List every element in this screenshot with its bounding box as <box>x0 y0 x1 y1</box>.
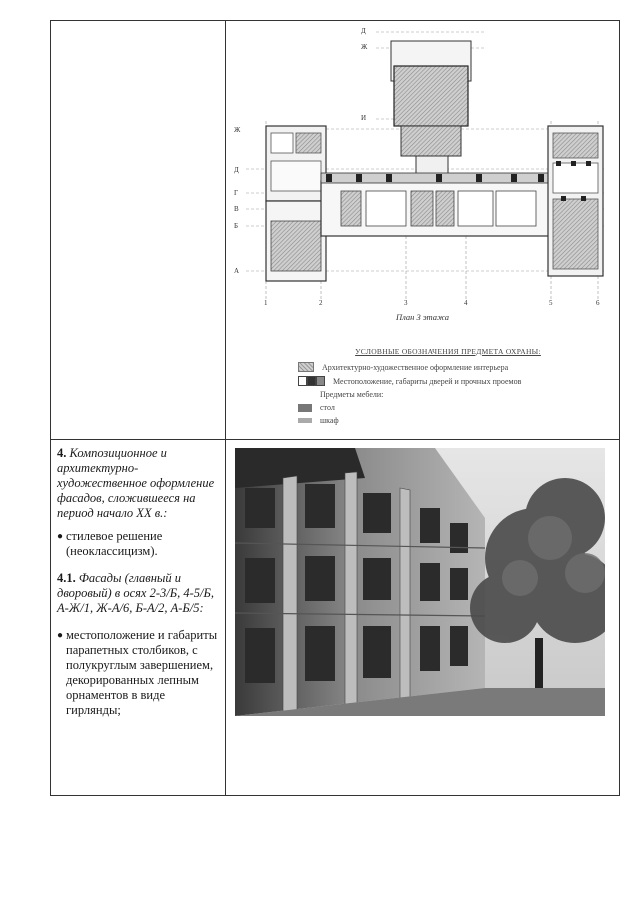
table-swatch <box>298 404 312 412</box>
facade-photo <box>235 448 605 716</box>
plan-caption: План 3 этажа <box>395 312 450 322</box>
axis-number-bottom: 3 <box>404 299 408 307</box>
legend-table-label: стол <box>320 403 335 412</box>
empty-left-cell <box>51 21 226 440</box>
legend-cabinet-label: шкаф <box>320 416 339 425</box>
table-row-facades <box>51 440 620 796</box>
legend-row-furniture <box>320 390 598 399</box>
axis-letter-left: Ж <box>234 126 241 134</box>
floor-plan-drawing <box>226 21 619 321</box>
bullet-parapet-text: местоположение и габариты парапетных столбиков, с полукруглым завершением, декорированных лепным орнаментов в виде гирлянды; <box>66 628 218 717</box>
axis-letter-left: В <box>234 205 239 213</box>
axis-number-bottom: 1 <box>264 299 268 307</box>
section-4-heading <box>57 446 220 521</box>
bullet-style-text: стилевое решение (неоклассицизм). <box>66 529 163 558</box>
axis-number-bottom: 2 <box>319 299 323 307</box>
bullet-dot: ● <box>57 630 64 641</box>
section-4-number: 4. <box>57 446 67 460</box>
facade-photo-wrap <box>226 440 619 721</box>
axis-number-bottom: 6 <box>596 299 600 307</box>
axis-letter-left: А <box>234 267 240 275</box>
section-4-text <box>51 440 225 718</box>
axis-letter-top: Д <box>361 27 366 35</box>
axis-letter-left: Б <box>234 222 239 230</box>
legend-row-doors <box>298 376 598 386</box>
facade-photo-cell <box>226 440 620 796</box>
legend-row-interior <box>298 362 598 372</box>
axis-letter-left: Д <box>234 166 239 174</box>
cabinet-swatch <box>298 418 312 423</box>
axis-number-bottom: 4 <box>464 299 468 307</box>
legend-row-table <box>298 403 598 412</box>
legend-row-cabinet <box>298 416 598 425</box>
section-4-heading-text: Композиционное и архитектурно-художественное оформление фасадов, сложившееся на период начало XX в.: <box>57 446 215 520</box>
legend <box>298 347 598 429</box>
legend-title: УСЛОВНЫЕ ОБОЗНАЧЕНИЯ ПРЕДМЕТА ОХРАНЫ: <box>355 347 541 356</box>
bullet-dot: ● <box>57 531 64 542</box>
section-text-cell <box>51 440 226 796</box>
subsection-4-1-heading: Фасады (главный и дворовый) в осях 2-3/Б, 4-5/Б, А-Ж/1, Ж-А/6, Б-А/2, А-Б/5: <box>57 571 214 615</box>
legend-furniture-heading: Предметы мебели: <box>320 390 384 399</box>
floor-plan-cell <box>226 21 620 440</box>
legend-doors-label: Местоположение, габариты дверей и прочных проемов <box>333 376 522 386</box>
bullet-parapet <box>57 628 220 718</box>
bullet-style <box>57 529 220 559</box>
floor-plan <box>226 21 619 439</box>
protection-table <box>50 20 620 796</box>
doors-swatch <box>298 376 325 386</box>
axis-letter-top: Ж <box>361 43 368 51</box>
axis-letter-left: Г <box>234 189 239 197</box>
interior-swatch <box>298 362 314 372</box>
subsection-4-1-number: 4.1. <box>57 571 76 585</box>
table-row-floor-plan <box>51 21 620 440</box>
axis-letter-top: И <box>361 114 367 122</box>
subsection-4-1 <box>57 571 220 616</box>
legend-interior-label: Архитектурно-художественное оформление интерьера <box>322 362 509 372</box>
axis-number-bottom: 5 <box>549 299 553 307</box>
